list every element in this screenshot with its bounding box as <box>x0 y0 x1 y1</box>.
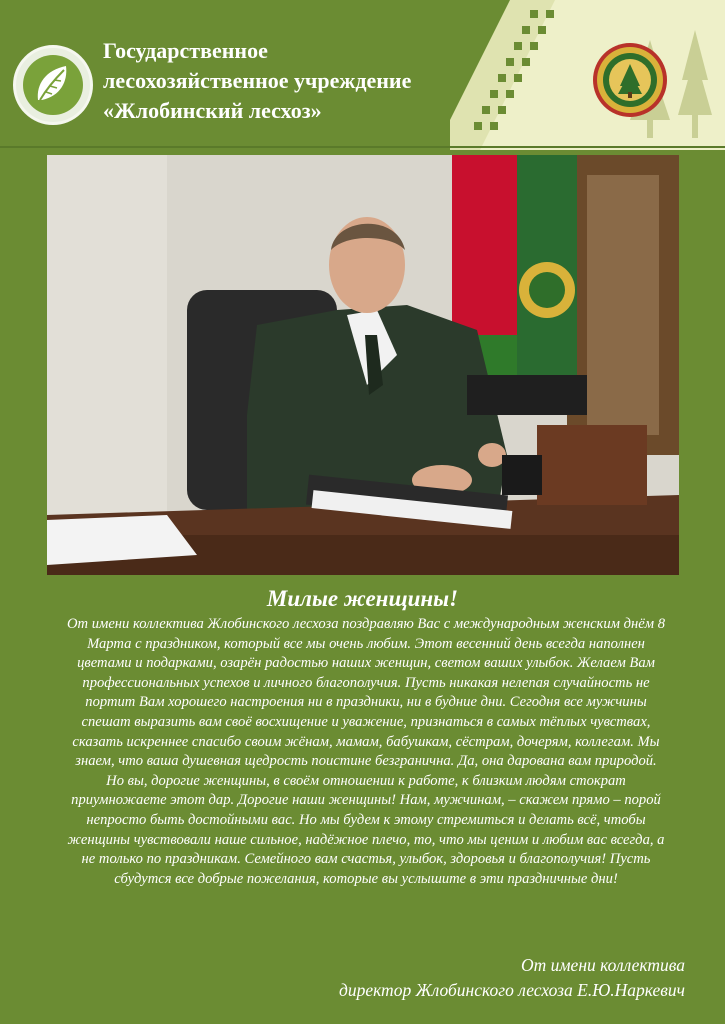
greeting-body-text: От имени коллектива Жлобинского лесхоза поздравляю Вас с международным женским днём 8 Марта с праздником, который все мы очень любим. Этот весенний день всегда наполнен цветами и подарками, озарён радостью наших женщин, светом ваших улыбок. Желаем Вам профессиональных успехов и личного благополучия. Пусть никакая нелепая случайность не портит Вам хорошего настроения ни в праздники, ни в будние дни. Сегодня все мужчины спешат выразить вам своё восхищение и уважение, признаться в самых тёплых чувствах, сказать искреннее спасибо своим жёнам, мамам, бабушкам, сёстрам, дочерям, коллегам. Мы знаем, что ваша душевная щедрость поистине безгранична. Да, она дарована вам природой. Но вы, дорогие женщины, в своём отношении к работе, к близким людям стократ приумножаете этот дар. Дорогие наши женщины! Нам, мужчинам, – скажем прямо – порой непросто быть достойными вас. Но мы будем к этому стремиться и делать всё, чтобы женщины чувствовали наше сильное, надёжное плечо, то, что мы ценим и любим вас всегда, а не только по праздникам. Семейного вам счастья, улыбок, здоровья и благополучия! Пусть сбудутся все добрые пожелания, которые вы услышите в эти праздничные дни! <box>66 616 665 887</box>
forestry-emblem-icon <box>590 40 670 120</box>
greeting-headline: Милые женщины! <box>266 586 459 611</box>
signature-line-2: директор Жлобинского лесхоза Е.Ю.Наркевич <box>338 980 685 1000</box>
signature-block <box>339 953 685 1003</box>
ornament-decoration <box>450 0 725 150</box>
organization-title <box>103 36 483 126</box>
signature-line-1: От имени коллектива <box>520 955 685 975</box>
org-title-line-3: «Жлобинский лесхоз» <box>103 98 322 123</box>
org-title-line-2: лесохозяйственное учреждение <box>103 68 412 93</box>
page-header <box>0 0 725 150</box>
header-divider <box>0 146 725 148</box>
org-title-line-1: Государственное <box>103 38 268 63</box>
leaf-logo-icon <box>13 45 93 125</box>
director-portrait-photo <box>47 155 679 575</box>
